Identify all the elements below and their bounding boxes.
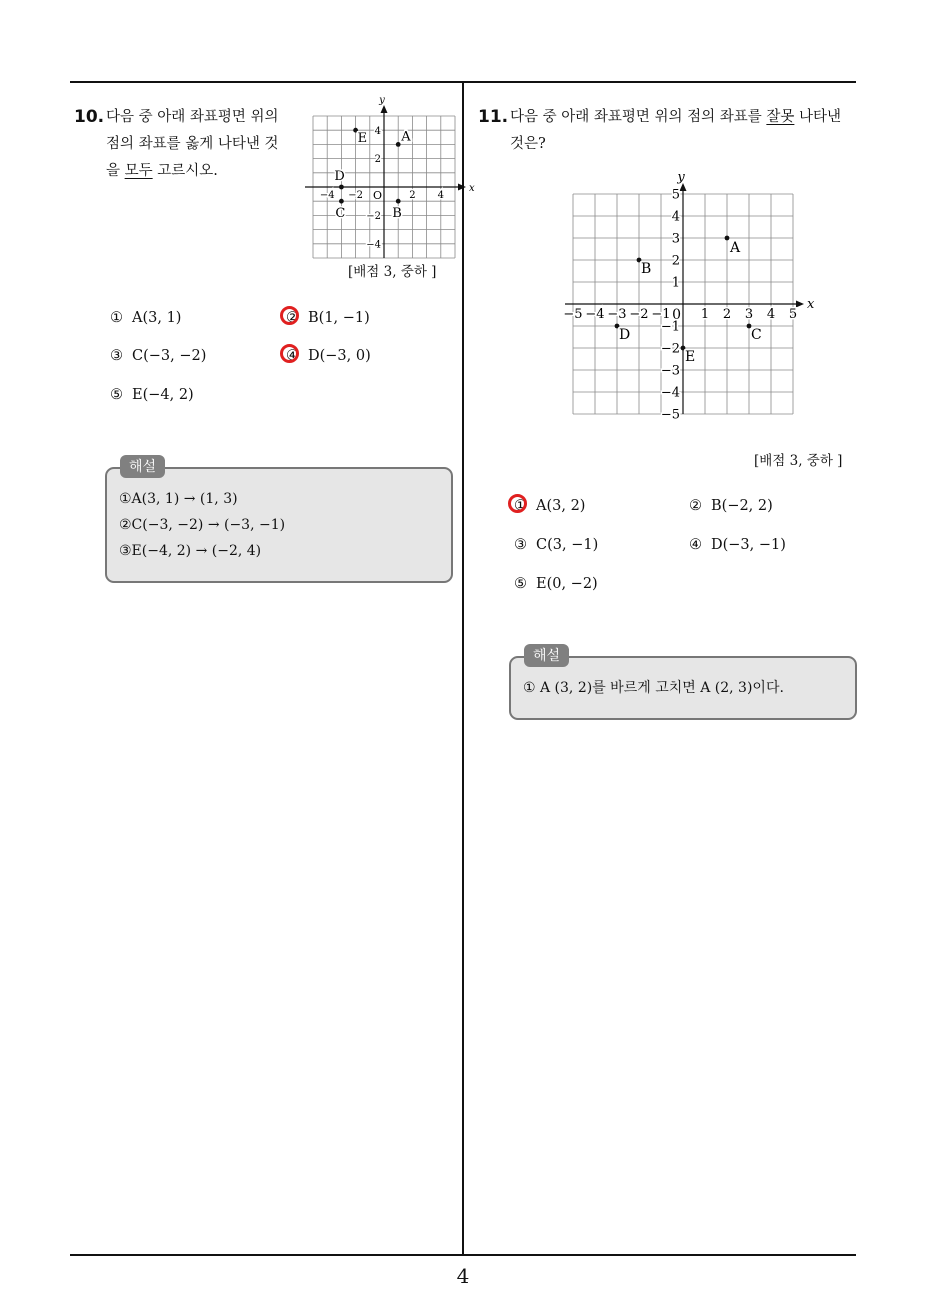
score-info: [배점 3, 중하 ] — [348, 264, 437, 280]
choice-marker: ② — [286, 310, 299, 326]
x-tick-label: 2 — [722, 307, 732, 322]
y-tick-label: −4 — [366, 239, 381, 251]
point-label-c: C — [751, 327, 762, 343]
y-tick-label: −3 — [660, 363, 680, 379]
solution-line: ③E(−4, 2) → (−2, 4) — [119, 543, 262, 559]
solution-line: ②C(−3, −2) → (−3, −1) — [119, 517, 286, 533]
y-tick-label: 5 — [671, 187, 680, 203]
x-tick-label: 3 — [744, 307, 754, 322]
x-tick-label: −4 — [319, 190, 335, 201]
y-axis-label: y — [379, 95, 385, 106]
choice-1[interactable] — [514, 498, 585, 514]
question-line: 다음 중 아래 좌표평면 위의 — [106, 109, 279, 125]
choice-text: B(1, −1) — [308, 310, 370, 326]
choice-text: A(3, 1) — [132, 310, 182, 326]
choice-text: E(0, −2) — [536, 576, 598, 592]
solution-label: 해설 — [120, 455, 165, 478]
choice-text: D(−3, 0) — [308, 348, 371, 364]
y-tick-label: 2 — [374, 154, 381, 166]
question-line: 것은? — [510, 136, 546, 152]
y-axis-label: y — [677, 170, 685, 185]
question-number: 10. — [74, 107, 105, 127]
solution-label: 해설 — [524, 644, 569, 667]
underlined-keyword: 잘못 — [766, 109, 795, 125]
choice-text: C(3, −1) — [536, 537, 599, 553]
choice-marker: ⑤ — [110, 387, 123, 403]
y-tick-label: −4 — [660, 385, 680, 401]
y-axis-arrow — [381, 105, 388, 113]
point-label-a: A — [401, 129, 411, 145]
question-number: 11. — [478, 107, 509, 127]
x-tick-label: −2 — [629, 307, 649, 322]
point-label-d: D — [619, 327, 631, 343]
choice-2[interactable] — [689, 498, 773, 514]
choice-4[interactable] — [286, 348, 371, 364]
answer-circle — [508, 494, 527, 513]
solution-content — [523, 675, 784, 701]
point-b — [396, 199, 401, 204]
score-info: [배점 3, 중하 ] — [754, 453, 843, 469]
y-tick-label: 2 — [671, 253, 680, 269]
page-number: 4 — [456, 1264, 470, 1288]
point-c — [339, 199, 344, 204]
choice-1[interactable] — [110, 310, 181, 326]
point-label-c: C — [335, 206, 346, 222]
choice-text: D(−3, −1) — [711, 537, 786, 553]
choice-3[interactable] — [110, 348, 206, 364]
question-line: 점의 좌표를 옳게 나타낸 것 — [106, 136, 279, 152]
choice-text: B(−2, 2) — [711, 498, 773, 514]
solution-line: ①A(3, 1) → (1, 3) — [119, 491, 238, 507]
x-tick-label: 4 — [766, 307, 776, 322]
point-label-d: D — [334, 169, 345, 184]
choice-marker: ① — [514, 498, 527, 514]
x-tick-label: −4 — [585, 307, 605, 322]
solution-line: ① A (3, 2)를 바르게 고치면 A (2, 3)이다. — [523, 680, 784, 696]
question-line: 다음 중 아래 좌표평면 위의 점의 좌표를 잘못 나타낸 — [510, 109, 842, 125]
y-tick-label: −5 — [660, 407, 680, 423]
choice-5[interactable] — [514, 576, 598, 592]
x-tick-label: −2 — [348, 190, 363, 201]
point-d — [339, 185, 344, 190]
underlined-keyword: 모두 — [124, 163, 153, 179]
choice-4[interactable] — [689, 537, 786, 553]
y-tick-label: −2 — [660, 341, 680, 357]
x-axis-label: x — [469, 183, 475, 194]
column-divider — [462, 82, 464, 1256]
solution-box — [105, 467, 453, 583]
x-axis-label: x — [807, 297, 815, 312]
y-tick-label: 4 — [671, 209, 680, 225]
choice-marker: ⑤ — [514, 576, 527, 592]
choice-marker: ③ — [110, 348, 123, 364]
choice-2[interactable] — [286, 310, 370, 326]
point-label-b: B — [641, 261, 652, 277]
x-axis-arrow — [796, 301, 804, 308]
choice-text: E(−4, 2) — [132, 387, 194, 403]
x-tick-label: 5 — [788, 307, 798, 322]
x-tick-label: 1 — [700, 307, 710, 322]
origin-label: O — [372, 189, 382, 202]
point-label-b: B — [392, 206, 402, 222]
x-tick-label: 4 — [437, 190, 444, 201]
x-tick-label: 2 — [409, 190, 416, 201]
choice-marker: ③ — [514, 537, 527, 553]
y-tick-label: −2 — [366, 211, 381, 222]
point-a — [396, 142, 401, 147]
point-label-e: E — [685, 349, 696, 365]
choice-text: C(−3, −2) — [132, 348, 207, 364]
y-tick-label: 1 — [671, 275, 680, 291]
bottom-rule — [70, 1254, 856, 1256]
answer-circle — [280, 306, 299, 325]
choice-3[interactable] — [514, 537, 598, 553]
question-text — [510, 104, 841, 158]
choice-5[interactable] — [110, 387, 194, 403]
point-a — [725, 236, 730, 241]
point-label-e: E — [357, 131, 368, 147]
choice-marker: ④ — [689, 537, 702, 553]
y-tick-label: 4 — [374, 125, 381, 137]
x-tick-label: −3 — [607, 307, 627, 322]
point-label-a: A — [730, 240, 741, 256]
choice-text: A(3, 2) — [536, 498, 586, 514]
x-tick-label: −1 — [651, 307, 671, 322]
answer-circle — [280, 344, 299, 363]
origin-label: 0 — [672, 307, 681, 323]
coordinate-graph — [558, 170, 815, 424]
y-tick-label: 3 — [671, 231, 680, 247]
solution-content — [119, 486, 285, 564]
choice-marker: ① — [110, 310, 123, 326]
x-tick-label: −5 — [563, 307, 583, 322]
choice-marker: ② — [689, 498, 702, 514]
y-tick-label: −1 — [660, 319, 680, 335]
choice-marker: ④ — [286, 348, 299, 364]
question-line: 을 모두 고르시오. — [106, 163, 218, 179]
coordinate-graph — [306, 95, 475, 258]
question-text — [106, 104, 279, 185]
